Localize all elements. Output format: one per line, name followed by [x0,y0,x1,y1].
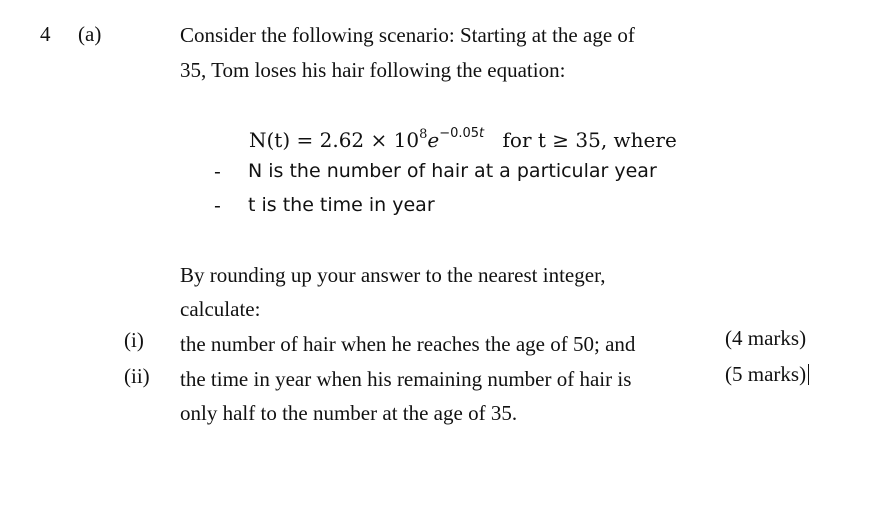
subpart-marks: (5 marks) [725,362,807,386]
definition-text: N is the number of hair at a particular year [248,160,657,182]
equation-lhs: N(t) = 2.62 × 10 [249,128,420,152]
subpart-marks: (4 marks) [725,326,807,350]
subpart-label: (ii) [124,364,150,388]
equation-base: e [427,128,440,152]
instruction-line-2: calculate: [180,297,261,321]
equation-power: 8 [419,127,428,142]
equation-exponent-value: −0.05 [439,126,480,141]
definition-bullet: - [214,161,221,183]
equation-exponent [439,126,484,141]
intro-line-2: 35, Tom loses his hair following the equation: [180,58,566,82]
part-label: (a) [78,22,102,46]
intro-line-1: Consider the following scenario: Starting at the age of [180,23,635,47]
equation-condition: for t ≥ 35, where [502,128,677,152]
equation [249,126,677,152]
subpart-marks-wrap [725,362,809,387]
subpart-text: the time in year when his remaining number of hair is [180,367,632,391]
subpart-text: the number of hair when he reaches the age of 50; and [180,332,636,356]
definition-bullet: - [214,195,221,217]
question-number: 4 [40,22,51,46]
subpart-text-continued: only half to the number at the age of 35. [180,401,518,425]
equation-exponent-var: t [479,126,485,141]
text-cursor [808,364,809,385]
instruction-line-1: By rounding up your answer to the nearest integer, [180,263,606,287]
definition-text: t is the time in year [248,194,435,216]
subpart-label: (i) [124,328,144,352]
